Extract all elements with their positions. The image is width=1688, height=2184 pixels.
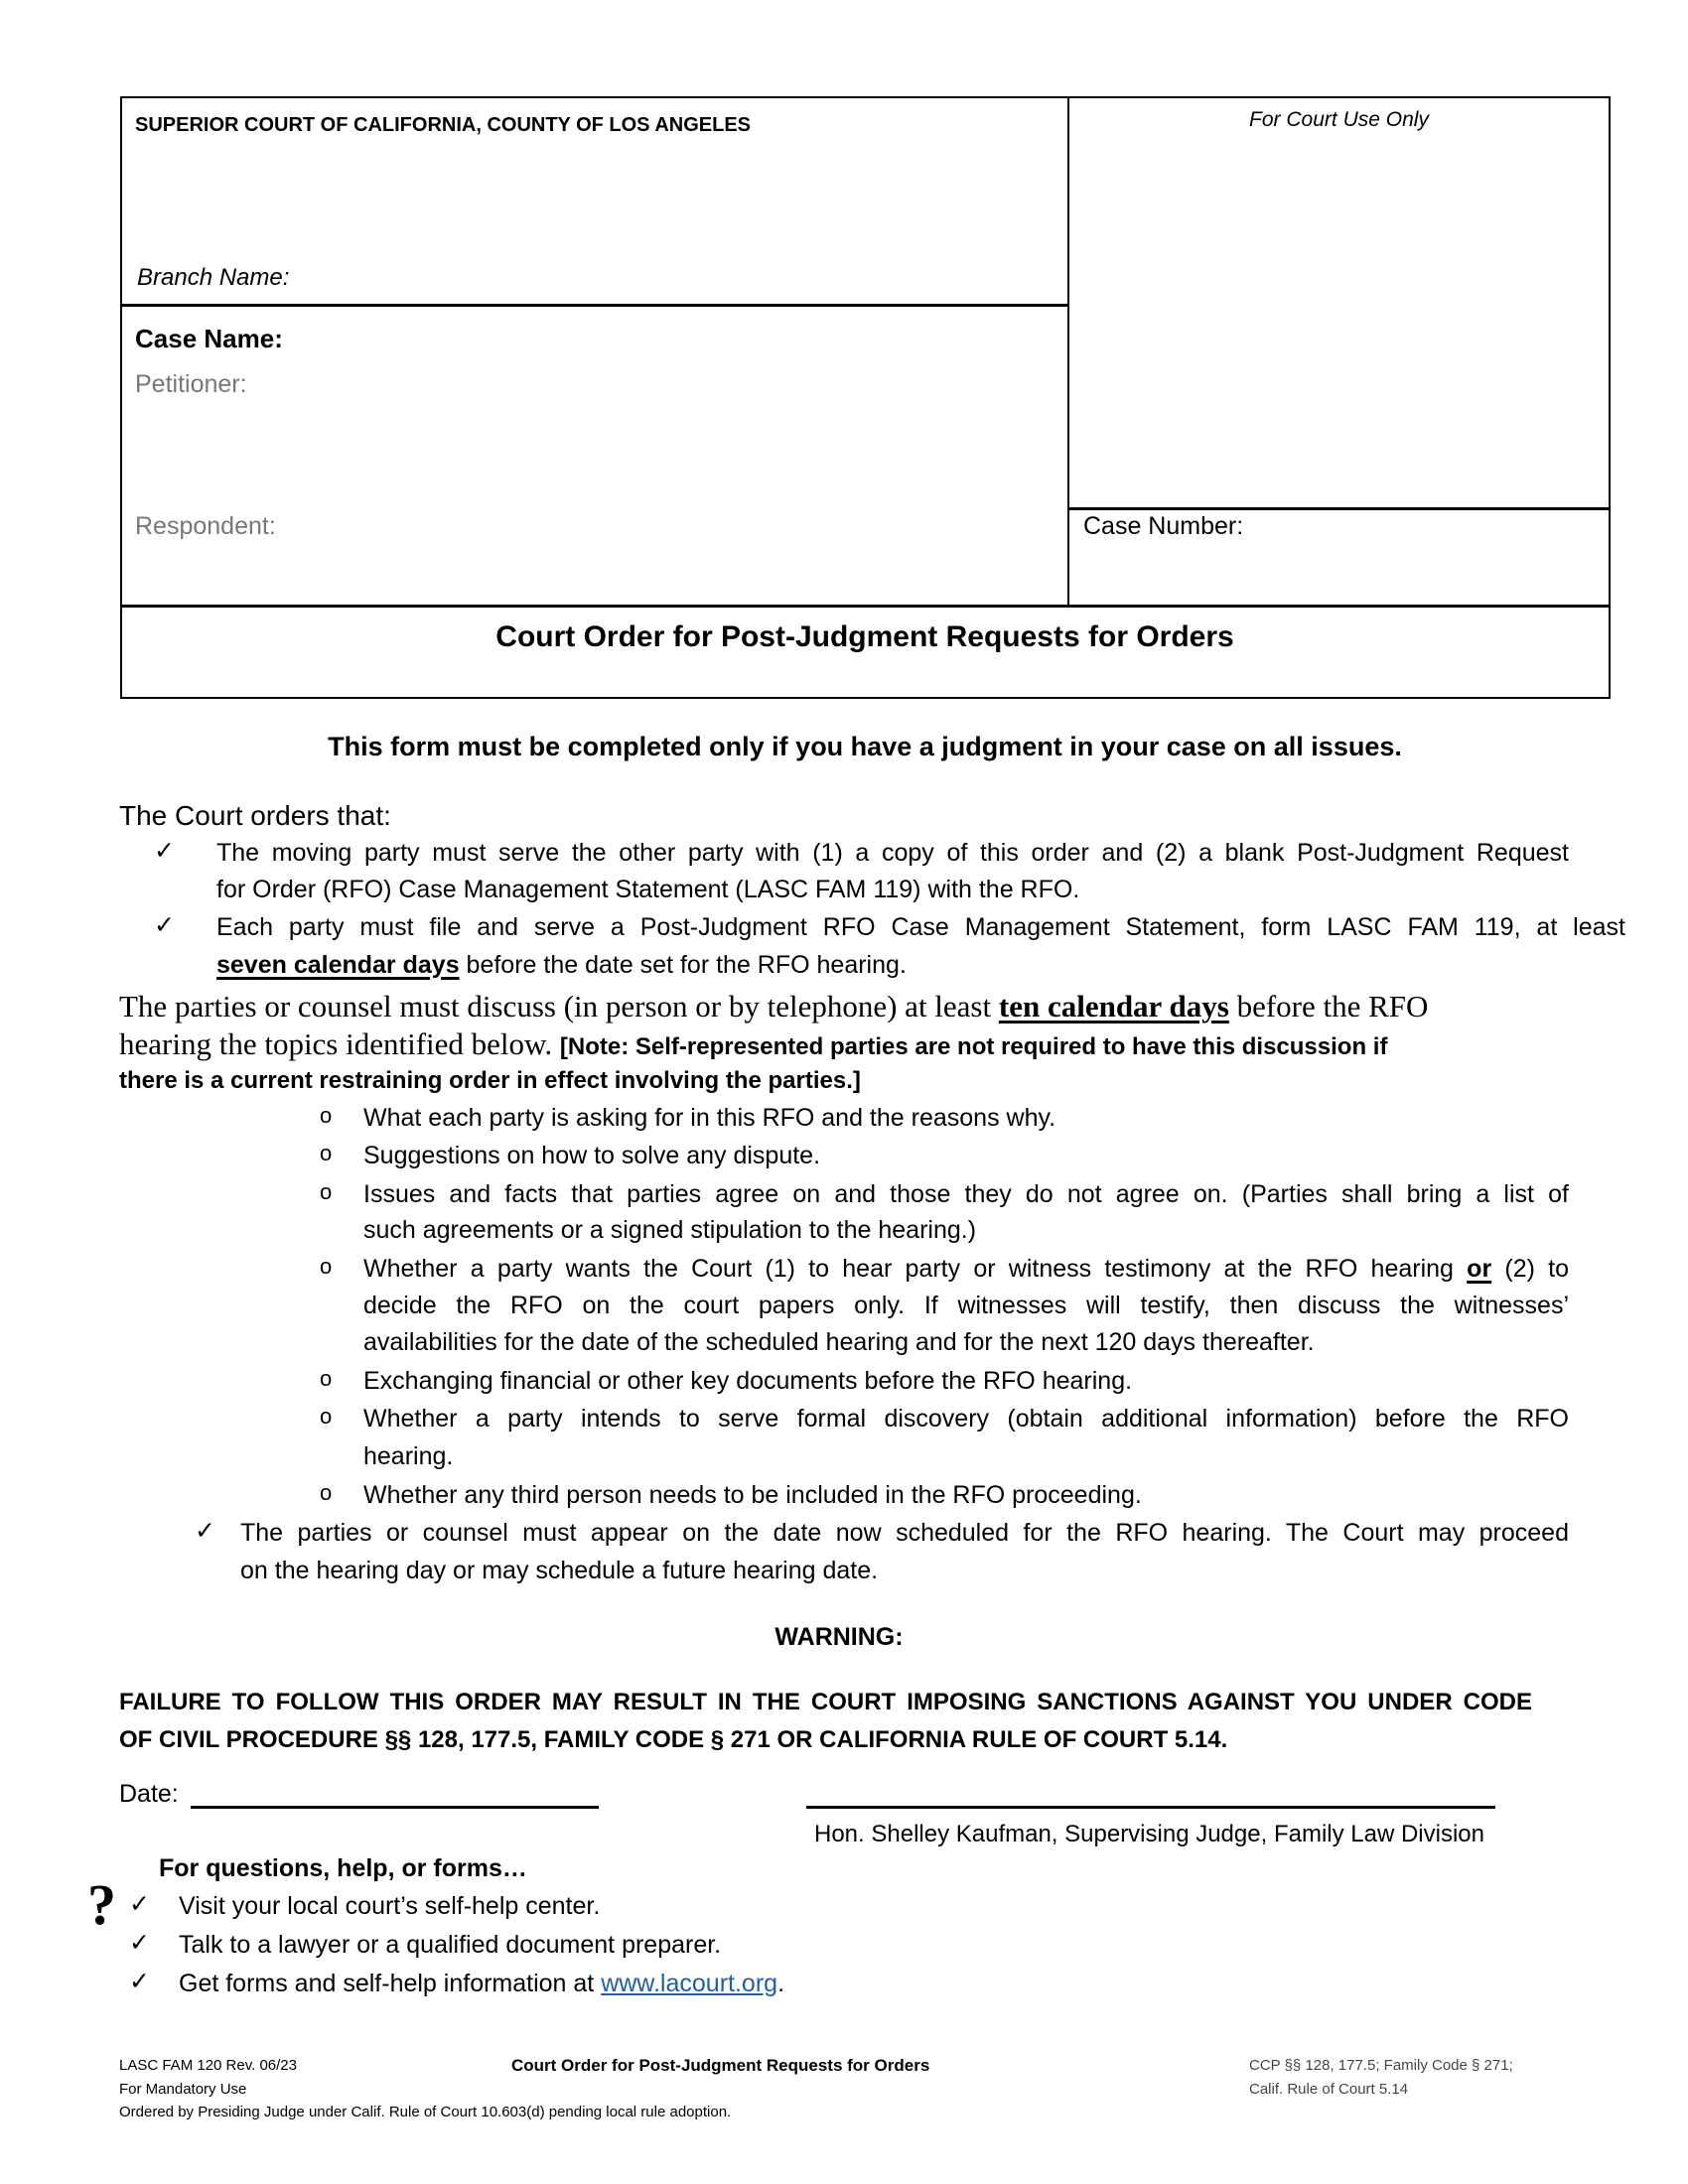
topic-3-line-1: Issues and facts that parties agree on and those they do not agree on. (Parties shall bring a list of xyxy=(363,1182,1569,1208)
order-2 xyxy=(216,915,1625,945)
check-icon: ✓ xyxy=(195,1517,215,1545)
topic-4-line-2 xyxy=(363,1294,1569,1323)
discussion-line-1 xyxy=(119,991,1428,1022)
help-item-3 xyxy=(179,1972,784,1996)
check-icon: ✓ xyxy=(129,1890,150,1918)
date-field[interactable] xyxy=(191,1806,599,1809)
case-number-field[interactable]: Case Number: xyxy=(1083,512,1244,540)
note-line-2: there is a current restraining order in effect involving the parties.] xyxy=(119,1067,861,1094)
emphasis-or: or xyxy=(1467,1257,1492,1283)
note-text: [Note: Self-represented parties are not required to have this discussion if xyxy=(559,1033,1388,1060)
warning-text: FAILURE TO FOLLOW THIS ORDER MAY RESULT IN THE COURT IMPOSING SANCTIONS AGAINST YOU UNDER CODE xyxy=(119,1691,1532,1715)
topic-6-line-1: Whether a party intends to serve formal discovery (obtain additional information) before the RFO xyxy=(363,1407,1569,1433)
topic-2: Suggestions on how to solve any dispute. xyxy=(363,1142,821,1169)
check-icon: ✓ xyxy=(154,837,175,865)
topic-4-text: decide the RFO on the court papers only. If witnesses will testify, then discuss the witnesses’ xyxy=(363,1294,1569,1319)
intro-notice: This form must be completed only if you have a judgment in your case on all issues. xyxy=(328,732,1402,761)
discussion-text: before the RFO xyxy=(1228,989,1429,1024)
bullet-icon: o xyxy=(320,1480,333,1505)
check-icon: ✓ xyxy=(129,1968,150,1995)
bullet-icon: o xyxy=(320,1254,333,1279)
order-1-line-2: for Order (RFO) Case Management Statement (LASC FAM 119) with the RFO. xyxy=(216,876,1080,903)
help-heading: For questions, help, or forms… xyxy=(159,1854,527,1882)
check-icon: ✓ xyxy=(129,1929,150,1957)
caption-box xyxy=(120,96,1611,699)
order-2-line-2 xyxy=(216,953,907,978)
divider xyxy=(1067,96,1069,606)
petitioner-field[interactable]: Petitioner: xyxy=(135,370,247,398)
court-use-label: For Court Use Only xyxy=(1249,108,1429,131)
appear-line-1: The parties or counsel must appear on the date now scheduled for the RFO hearing. The Court may proceed xyxy=(240,1521,1569,1547)
topic-3-line-2: such agreements or a signed stipulation to the hearing.) xyxy=(363,1216,977,1244)
appear-line-2: on the hearing day or may schedule a future hearing date. xyxy=(240,1557,879,1584)
question-mark-icon: ? xyxy=(87,1872,116,1937)
bullet-icon: o xyxy=(320,1179,333,1204)
topic-4-text: (2) to xyxy=(1491,1257,1569,1283)
topic-5: Exchanging financial or other key documents before the RFO hearing. xyxy=(363,1367,1133,1395)
case-name-label: Case Name: xyxy=(135,324,283,353)
discussion-text: hearing the topics identified below. xyxy=(119,1026,560,1061)
warning-line-2: OF CIVIL PROCEDURE §§ 128, 177.5, FAMILY CODE § 271 OR CALIFORNIA RULE OF COURT 5.14. xyxy=(119,1726,1228,1753)
lacourt-link[interactable]: www.lacourt.org xyxy=(601,1970,778,1997)
form-id: LASC FAM 120 Rev. 06/23 xyxy=(119,2057,297,2074)
bullet-icon: o xyxy=(320,1141,333,1165)
order-2-rest: before the date set for the RFO hearing. xyxy=(459,951,907,979)
help-item-3-period: . xyxy=(777,1970,785,1997)
emphasis-ten-days: ten calendar days xyxy=(998,989,1229,1024)
divider xyxy=(120,605,1610,608)
discussion-text: The parties or counsel must discuss (in person or by telephone) at least xyxy=(119,989,999,1024)
bullet-icon: o xyxy=(320,1404,333,1429)
bullet-icon: o xyxy=(320,1103,333,1128)
help-item-3-text: Get forms and self-help information at xyxy=(179,1970,602,1997)
signature-line[interactable] xyxy=(806,1806,1495,1809)
footer-citation-1: CCP §§ 128, 177.5; Family Code § 271; xyxy=(1249,2057,1513,2074)
court-name: SUPERIOR COURT OF CALIFORNIA, COUNTY OF LOS ANGELES xyxy=(135,114,752,136)
divider xyxy=(120,304,1068,307)
topic-6-line-2: hearing. xyxy=(363,1442,454,1470)
order-2-line-1: Each party must file and serve a Post-Judgment RFO Case Management Statement, form LASC FAM 119, at least xyxy=(216,915,1625,941)
branch-name-field[interactable]: Branch Name: xyxy=(137,264,290,291)
orders-heading: The Court orders that: xyxy=(119,800,391,831)
help-item-2: Talk to a lawyer or a qualified document preparer. xyxy=(179,1931,722,1959)
bullet-icon: o xyxy=(320,1366,333,1391)
order-1-line-1: The moving party must serve the other party with (1) a copy of this order and (2) a blank Post-Judgment Request xyxy=(216,841,1569,867)
warning-title: WARNING: xyxy=(774,1623,904,1651)
order-1 xyxy=(216,841,1569,871)
form-title: Court Order for Post-Judgment Requests for Orders xyxy=(495,620,1234,653)
topic-7: Whether any third person needs to be included in the RFO proceeding. xyxy=(363,1481,1142,1509)
topic-4 xyxy=(363,1257,1569,1287)
mandatory-use: For Mandatory Use xyxy=(119,2081,247,2098)
ordered-by: Ordered by Presiding Judge under Calif. Rule of Court 10.603(d) pending local rule adoption. xyxy=(119,2104,732,2120)
footer-title: Court Order for Post-Judgment Requests for Orders xyxy=(511,2056,930,2075)
judge-name: Hon. Shelley Kaufman, Supervising Judge, Family Law Division xyxy=(814,1821,1484,1847)
emphasis-seven-days: seven calendar days xyxy=(216,951,460,979)
help-item-1: Visit your local court’s self-help center. xyxy=(179,1892,601,1920)
discussion-line-2 xyxy=(119,1028,1387,1059)
topic-4-text: Whether a party wants the Court (1) to hear party or witness testimony at the RFO hearing xyxy=(363,1257,1468,1283)
topic-4-line-3: availabilities for the date of the scheduled hearing and for the next 120 days thereafter. xyxy=(363,1328,1315,1356)
date-label: Date: xyxy=(119,1780,179,1808)
topic-3 xyxy=(363,1182,1569,1212)
warning-line-1 xyxy=(119,1691,1532,1720)
respondent-field[interactable]: Respondent: xyxy=(135,512,276,540)
topic-6 xyxy=(363,1407,1569,1436)
topic-1: What each party is asking for in this RFO and the reasons why. xyxy=(363,1104,1056,1132)
divider xyxy=(1068,507,1610,510)
check-icon: ✓ xyxy=(154,911,175,939)
appear-order xyxy=(240,1521,1569,1551)
footer-citation-2: Calif. Rule of Court 5.14 xyxy=(1249,2081,1409,2098)
